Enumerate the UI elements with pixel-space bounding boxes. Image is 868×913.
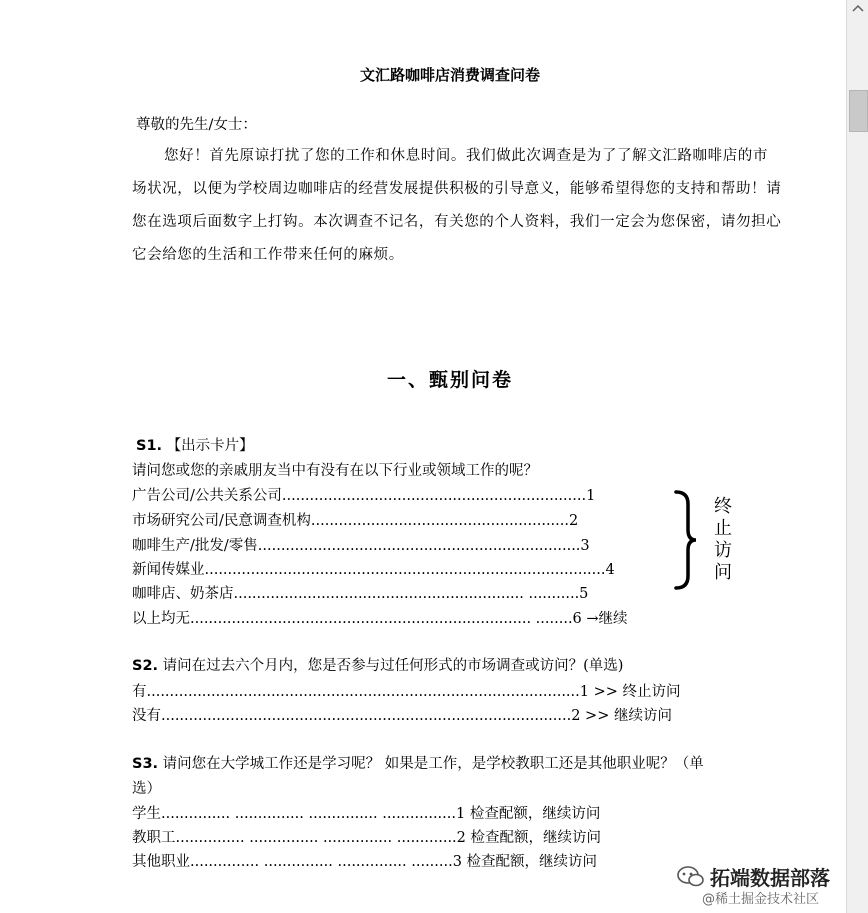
s3-option-1: 学生............... ............... ............... ................1 检查配额，继续访问 bbox=[132, 806, 601, 822]
right-brace bbox=[672, 488, 702, 592]
watermark-title: 拓端数据部落 bbox=[710, 866, 830, 890]
section-title: 一、甄别问卷 bbox=[386, 369, 513, 391]
s1-option-3: 咖啡生产/批发/零售......................................................................3 bbox=[132, 538, 590, 554]
s1-option-6: 以上均无.......................................................................... ........6 →继续 bbox=[132, 611, 628, 627]
s2-option-2: 没有.........................................................................................2 >> 继续访问 bbox=[132, 708, 672, 724]
s1-option-4: 新闻传媒业.......................................................................................4 bbox=[132, 562, 615, 578]
s1-header bbox=[136, 434, 254, 455]
s3-question: 请问您在大学城工作还是学习呢？ 如果是工作，是学校教职工还是其他职业呢？（单 bbox=[162, 756, 704, 772]
s1-label: S1. bbox=[136, 438, 163, 454]
s1-option-2: 市场研究公司/民意调查机构........................................................2 bbox=[132, 513, 579, 529]
greeting: 尊敬的先生/女士： bbox=[136, 117, 257, 133]
wechat-icon bbox=[676, 864, 706, 888]
s1-question: 请问您或您的亲戚朋友当中有没有在以下行业或领域工作的呢？ bbox=[132, 463, 538, 479]
doc-title: 文汇路咖啡店消费调查问卷 bbox=[359, 66, 540, 84]
s1-note: 【出示卡片】 bbox=[166, 438, 254, 454]
s2-label: S2. bbox=[132, 658, 159, 674]
s3-question-line bbox=[132, 752, 704, 773]
s2-question: 请问在过去六个月内，您是否参与过任何形式的市场调查或访问？(单选) bbox=[162, 658, 624, 674]
s2-question-line bbox=[132, 654, 623, 675]
intro-paragraph: 您好！首先原谅打扰了您的工作和休息时间。我们做此次调查是为了了解文汇路咖啡店的市场状况，以便为学校周边咖啡店的经营发展提供积极的引导意义，能够希望得您的支持和帮助！请您在选项后面数字上打钩。本次调查不记名，有关您的个人资料，我们一定会为您保密，请勿担心它会给您的生活和工作带来任何的麻烦。 bbox=[132, 148, 782, 263]
s3-label: S3. bbox=[132, 756, 159, 772]
s3-option-2: 教职工............... ............... ............... .............2 检查配额，继续访问 bbox=[132, 830, 601, 846]
s1-option-5: 咖啡店、奶茶店............................................................... ...........5 bbox=[132, 586, 589, 602]
s2-option-1: 有..............................................................................................1 >> 终止访问 bbox=[132, 684, 681, 700]
scroll-up-icon[interactable] bbox=[847, 0, 868, 18]
s3-question-cont: 选） bbox=[132, 781, 161, 797]
scrollbar-thumb[interactable] bbox=[849, 90, 868, 132]
s3-option-3: 其他职业............... ............... ............... .........3 检查配额，继续访问 bbox=[132, 854, 598, 870]
vertical-scrollbar[interactable] bbox=[846, 0, 868, 913]
watermark-subtitle: @稀土掘金技术社区 bbox=[702, 892, 820, 907]
s1-option-1: 广告公司/公共关系公司..................................................................1 bbox=[132, 488, 596, 504]
terminate-label: 终止访问 bbox=[714, 496, 732, 583]
